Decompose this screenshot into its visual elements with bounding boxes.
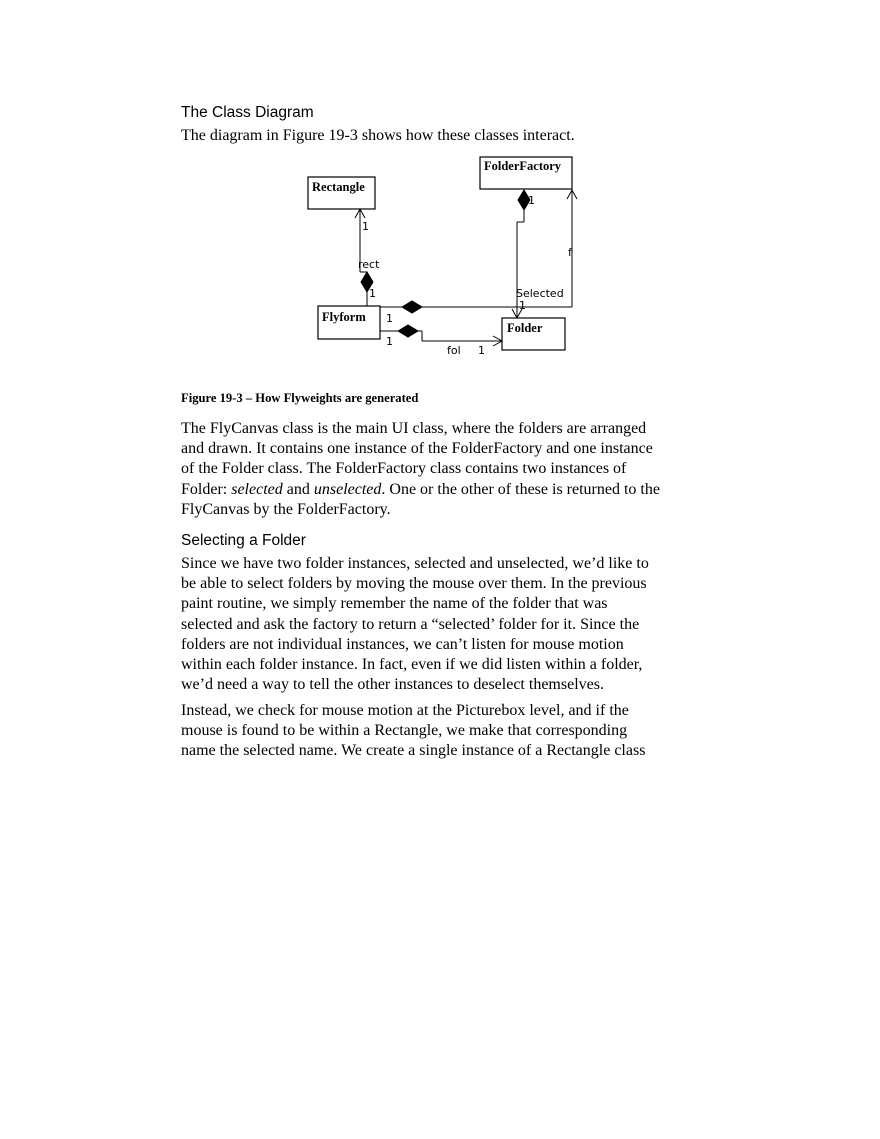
paragraph-line: mouse is found to be within a Rectangle, we make that corresponding	[181, 722, 628, 740]
figure-caption: Figure 19-3 – How Flyweights are generated	[181, 391, 419, 405]
emphasis-unselected: unselected	[313, 480, 382, 498]
rectangle-class-name: Rectangle	[312, 180, 365, 194]
emphasis-selected: selected	[231, 480, 283, 498]
paragraph-line: The FlyCanvas class is the main UI class, where the folders are arranged	[181, 420, 647, 437]
composition-diamond-fol	[398, 325, 418, 337]
intro-paragraph	[181, 126, 721, 146]
paragraph-line: name the selected name. We create a single instance of a Rectangle class	[181, 742, 646, 760]
mult-flyform-2: 1	[386, 335, 393, 348]
paragraph-line: FlyCanvas by the FolderFactory.	[181, 500, 391, 518]
paragraph-line: of the Folder class. The FolderFactory class contains two instances of	[181, 460, 627, 478]
paragraph-line	[181, 480, 721, 500]
paragraph-line: within each folder instance. In fact, even if we did listen within a folder,	[181, 656, 643, 674]
mult-rect-top: 1	[362, 220, 369, 233]
paragraph-line: Since we have two folder instances, selected and unselected, we’d like to	[181, 555, 649, 572]
mult-fol: 1	[478, 344, 485, 356]
role-fol: fol	[447, 344, 461, 356]
text-run: Folder:	[181, 480, 232, 498]
paragraph-line: and drawn. It contains one instance of the FolderFactory and one instance	[181, 440, 653, 458]
paragraph-picturebox	[181, 701, 721, 762]
text-run: and	[282, 480, 314, 498]
paragraph-line: selected and ask the factory to return a “selected’ folder for it. Since the	[181, 615, 640, 633]
folder-factory-class-name: FolderFactory	[484, 159, 562, 173]
text-run: . One or the other of these is returned to the	[381, 480, 660, 498]
role-f: f	[568, 246, 572, 259]
flyform-class-name: Flyform	[322, 310, 366, 324]
class-diagram	[300, 150, 590, 356]
mult-flyform-1: 1	[386, 312, 393, 325]
paragraph-line: Instead, we check for mouse motion at the Picturebox level, and if the	[181, 702, 629, 719]
section-heading-selecting-folder: Selecting a Folder	[181, 532, 306, 549]
mult-selected: 1	[519, 299, 526, 312]
paragraph-line: we’d need a way to tell the other instances to deselect themselves.	[181, 676, 604, 694]
paragraph-selecting	[181, 554, 721, 695]
folder-class-name: Folder	[507, 321, 543, 335]
role-selected: Selected	[516, 287, 564, 300]
paragraph-line: folders are not individual instances, we can’t listen for mouse motion	[181, 635, 624, 653]
paragraph-flycanvas	[181, 419, 721, 520]
composition-diamond-f	[402, 301, 422, 313]
paragraph-line: paint routine, we simply remember the name of the folder that was	[181, 595, 608, 613]
paragraph-line: be able to select folders by moving the mouse over them. In the previous	[181, 575, 647, 593]
intro-line: The diagram in Figure 19-3 shows how these classes interact.	[181, 127, 575, 144]
role-rect: rect	[358, 258, 380, 271]
mult-factory: 1	[528, 194, 535, 207]
mult-rect-bottom: 1	[369, 287, 376, 300]
section-heading-class-diagram: The Class Diagram	[181, 104, 314, 121]
